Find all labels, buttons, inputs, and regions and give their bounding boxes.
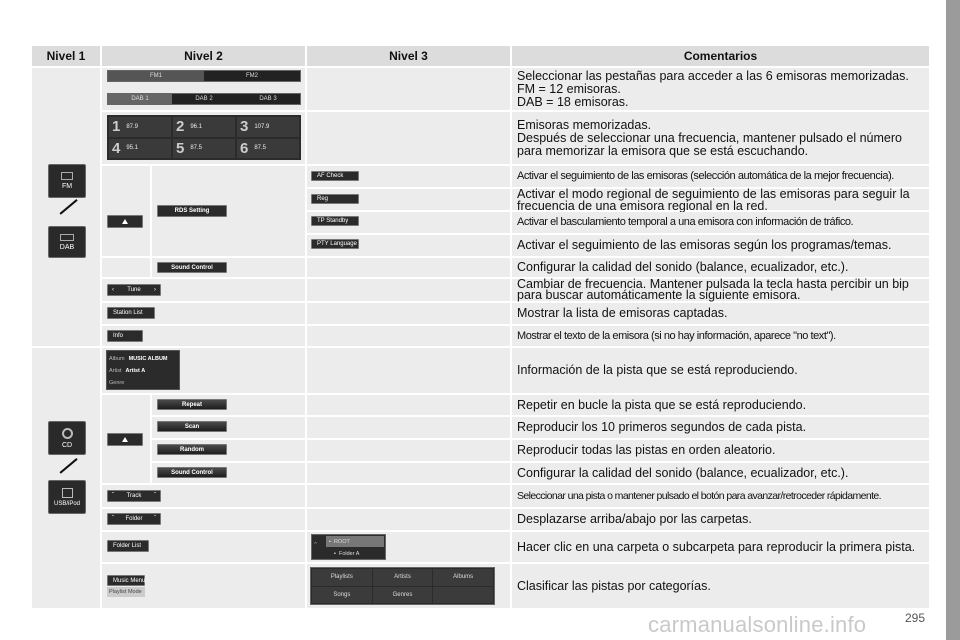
comment-line: Activar el seguimiento de las emisoras (selección automática de la mejor frecuencia). — [517, 170, 894, 183]
category-empty — [433, 587, 493, 604]
folder-list-button[interactable]: Folder List — [107, 540, 149, 552]
folder-tree-panel — [311, 534, 386, 560]
comment-row-18 — [517, 580, 922, 593]
empty-cell — [307, 395, 510, 415]
chevron-down-icon: ˇ — [112, 493, 114, 499]
comment-row-15 — [517, 490, 922, 503]
reg-button[interactable]: Reg — [311, 194, 359, 204]
folder-icon: ▪ — [334, 550, 336, 557]
comment-row-1 — [517, 119, 922, 158]
cd-icon[interactable] — [48, 421, 86, 455]
comment-row-2 — [517, 170, 922, 183]
comment-text — [517, 463, 922, 483]
comment-text — [517, 564, 922, 608]
arrow-cell — [102, 258, 150, 277]
comment-row-6 — [517, 261, 922, 274]
arrow-cell — [102, 166, 150, 256]
comment-row-7 — [517, 276, 922, 302]
folder-a-item[interactable] — [326, 548, 384, 559]
comment-row-3 — [517, 188, 922, 212]
genre-label: Genre — [109, 380, 125, 386]
random-button[interactable]: Random — [157, 444, 227, 455]
comment-line: FM = 12 emisoras. — [517, 81, 621, 96]
comment-text — [517, 186, 922, 213]
fm-label: FM — [61, 183, 73, 190]
comment-row-5 — [517, 239, 922, 252]
tab-fm1[interactable]: FM1 — [108, 71, 204, 81]
comment-row-14 — [517, 467, 922, 480]
preset-number: 5 — [176, 139, 185, 157]
station-list-button[interactable]: Station List — [107, 307, 155, 319]
triangle-up-icon — [122, 219, 128, 224]
root-folder-item[interactable] — [326, 536, 384, 547]
scan-button[interactable]: Scan — [157, 421, 227, 432]
comment-line: Después de seleccionar una frecuencia, mantener pulsado el número para memorizar la emisora que se está escuchando. — [517, 130, 902, 158]
preset-frequency: 87.5 — [254, 145, 267, 152]
af-check-button[interactable]: AF Check — [311, 171, 359, 181]
empty-cell — [307, 303, 510, 324]
comment-text — [517, 395, 922, 415]
comment-line: Seleccionar una pista o mantener pulsado el botón para avanzar/retroceder rápidamente. — [517, 489, 881, 502]
category-songs[interactable]: Songs — [312, 587, 372, 604]
fm-tab-bar — [107, 70, 301, 82]
comment-row-12 — [517, 421, 922, 434]
category-playlists[interactable]: Playlists — [312, 569, 372, 586]
comment-text — [517, 112, 922, 164]
comment-line: Configurar la calidad del sonido (balance, ecualizador, etc.). — [517, 260, 849, 275]
folder-label: Folder — [125, 516, 143, 522]
comment-text — [517, 166, 922, 187]
comment-text — [517, 348, 922, 393]
empty-cell — [307, 440, 510, 461]
disc-glyph-icon — [62, 428, 73, 439]
comment-line: Desplazarse arriba/abajo por las carpetas. — [517, 512, 752, 527]
album-value: MUSIC ALBUM — [128, 356, 168, 362]
comment-line: Repetir en bucle la pista que se está reproduciendo. — [517, 397, 807, 412]
empty-cell — [307, 417, 510, 438]
playlist-mode-button[interactable]: Playlist Mode — [107, 587, 145, 597]
comment-row-16 — [517, 513, 922, 526]
dab-label: DAB — [59, 243, 75, 251]
track-button[interactable] — [107, 490, 161, 502]
preset-frequency: 87.9 — [126, 123, 139, 130]
preset-number: 1 — [112, 118, 121, 136]
music-menu-button[interactable]: Music Menu — [107, 575, 145, 586]
cd-label: CD — [61, 441, 73, 449]
arrow-up-button[interactable] — [107, 433, 143, 446]
dab-icon[interactable] — [48, 226, 86, 258]
sound-control-button[interactable]: Sound Control — [157, 467, 227, 478]
track-label: Track — [126, 493, 142, 499]
empty-cell — [307, 68, 510, 110]
preset-button[interactable] — [173, 117, 235, 137]
comment-text — [517, 235, 922, 256]
preset-number: 2 — [176, 118, 185, 136]
pty-language-button[interactable]: PTY Language — [311, 239, 359, 249]
comment-text — [517, 326, 922, 346]
preset-button[interactable] — [237, 139, 299, 159]
dab-glyph-icon — [60, 234, 74, 241]
repeat-button[interactable]: Repeat — [157, 399, 227, 410]
comment-line: Activar el basculamiento temporal a una emisora con información de tráfico. — [517, 216, 854, 229]
usb-label: USB/iPod — [53, 500, 80, 507]
comment-text — [517, 68, 922, 110]
track-info-panel — [106, 350, 180, 390]
tune-label: Tune — [127, 287, 141, 293]
tab-dab1[interactable]: DAB 1 — [108, 94, 172, 104]
comment-text — [517, 303, 922, 324]
category-artists[interactable]: Artists — [373, 569, 433, 586]
comment-line: Emisoras memorizadas. — [517, 117, 652, 132]
watermark: carmanualsonline.info — [648, 612, 867, 637]
preset-grid — [107, 115, 301, 160]
preset-number: 4 — [112, 139, 121, 157]
album-label: Album — [109, 356, 125, 362]
empty-cell — [307, 485, 510, 507]
comment-row-9 — [517, 330, 922, 343]
empty-cell — [307, 279, 510, 301]
comment-line: Cambiar de frecuencia. Mantener pulsada la tecla hasta percibir un bip para buscar automáticamente la siguiente emisora. — [517, 276, 909, 302]
comment-line: Mostrar la lista de emisoras captadas. — [517, 306, 728, 321]
tab-fm2[interactable]: FM2 — [204, 71, 300, 81]
category-albums[interactable]: Albums — [433, 569, 493, 586]
preset-button[interactable] — [109, 139, 171, 159]
comment-line: Reproducir los 10 primeros segundos de cada pista. — [517, 420, 807, 435]
tune-button[interactable] — [107, 284, 161, 296]
comment-row-17 — [517, 541, 922, 554]
usb-ipod-icon[interactable] — [48, 480, 86, 514]
comment-text — [517, 440, 922, 461]
category-grid — [310, 567, 495, 605]
header-nivel-2: Nivel 2 — [102, 46, 305, 66]
folder-icon: ▪ — [329, 538, 331, 545]
comment-text — [517, 485, 922, 507]
comment-row-0 — [517, 70, 922, 109]
comment-line: Reproducir todas las pistas en orden aleatorio. — [517, 443, 776, 458]
empty-cell — [307, 112, 510, 164]
folder-a-label: Folder A — [338, 550, 360, 557]
tab-dab2[interactable]: DAB 2 — [172, 94, 236, 104]
preset-button[interactable] — [237, 117, 299, 137]
fm-icon[interactable] — [48, 164, 86, 198]
preset-frequency: 96.1 — [190, 123, 203, 130]
comment-text — [517, 276, 922, 302]
comment-line: Hacer clic en una carpeta o subcarpeta para reproducir la primera pista. — [517, 539, 916, 554]
preset-number: 3 — [240, 118, 249, 136]
triangle-up-icon — [122, 437, 128, 442]
comment-text — [517, 258, 922, 277]
comment-line: Mostrar el texto de la emisora (si no hay información, aparece "no text"). — [517, 329, 836, 342]
empty-cell — [307, 509, 510, 530]
chevron-right-icon: › — [153, 287, 156, 293]
comment-line: Activar el seguimiento de las emisoras según los programas/temas. — [517, 238, 892, 253]
preset-button[interactable] — [173, 139, 235, 159]
music-menu-cell — [102, 564, 305, 608]
comment-row-13 — [517, 444, 922, 457]
artist-value: Artist A — [125, 368, 146, 374]
rds-setting-button[interactable]: RDS Setting — [157, 205, 227, 217]
comment-row-11 — [517, 399, 922, 412]
radio-glyph-icon — [61, 172, 73, 180]
empty-cell — [307, 348, 510, 393]
info-button[interactable]: Info — [107, 330, 143, 342]
header-nivel-1: Nivel 1 — [32, 46, 100, 66]
preset-button[interactable] — [109, 117, 171, 137]
preset-frequency: 95.1 — [126, 145, 139, 152]
folder-button[interactable] — [107, 513, 161, 525]
tab-dab3[interactable]: DAB 3 — [236, 94, 300, 104]
comment-text — [517, 532, 922, 562]
chevron-left-icon: ‹ — [112, 287, 114, 293]
usb-glyph-icon — [62, 488, 73, 498]
chevron-up-icon: ˆ — [314, 541, 317, 551]
tp-standby-button[interactable]: TP Standby — [311, 216, 359, 226]
comment-row-4 — [517, 216, 922, 229]
chevron-down-icon: ˇ — [112, 516, 114, 522]
arrow-up-button[interactable] — [107, 215, 143, 228]
side-tab — [946, 0, 960, 640]
preset-frequency: 107.9 — [254, 123, 270, 130]
empty-cell — [307, 326, 510, 346]
comment-line: Clasificar las pistas por categorías. — [517, 578, 711, 593]
comment-line: DAB = 18 emisoras. — [517, 94, 629, 109]
comment-line: Activar el modo regional de seguimiento de las emisoras para seguir la frecuencia de una emisora regional en la red. — [517, 186, 910, 213]
preset-frequency: 87.5 — [190, 145, 203, 152]
level1-media-cell — [32, 348, 100, 608]
sound-control-button[interactable]: Sound Control — [157, 262, 227, 273]
chevron-up-icon: ˆ — [153, 516, 156, 522]
comment-row-10 — [517, 364, 922, 377]
header-nivel-3: Nivel 3 — [307, 46, 510, 66]
dab-tab-bar — [107, 93, 301, 105]
page-number: 295 — [905, 611, 926, 625]
comment-text — [517, 212, 922, 233]
root-label: ROOT — [333, 538, 350, 545]
artist-label: Artist — [109, 368, 122, 374]
empty-cell — [307, 463, 510, 483]
comment-text — [517, 417, 922, 438]
comment-line: Configurar la calidad del sonido (balance, ecualizador, etc.). — [517, 465, 849, 480]
header-comentarios: Comentarios — [512, 46, 929, 66]
comment-row-8 — [517, 307, 922, 320]
comment-text — [517, 509, 922, 530]
category-genres[interactable]: Genres — [373, 587, 433, 604]
preset-number: 6 — [240, 139, 249, 157]
empty-cell — [307, 258, 510, 277]
chevron-up-icon: ˆ — [154, 493, 156, 499]
comment-line: Información de la pista que se está reproduciendo. — [517, 363, 798, 378]
comment-line: Seleccionar las pestañas para acceder a las 6 emisoras memorizadas. — [517, 68, 909, 83]
